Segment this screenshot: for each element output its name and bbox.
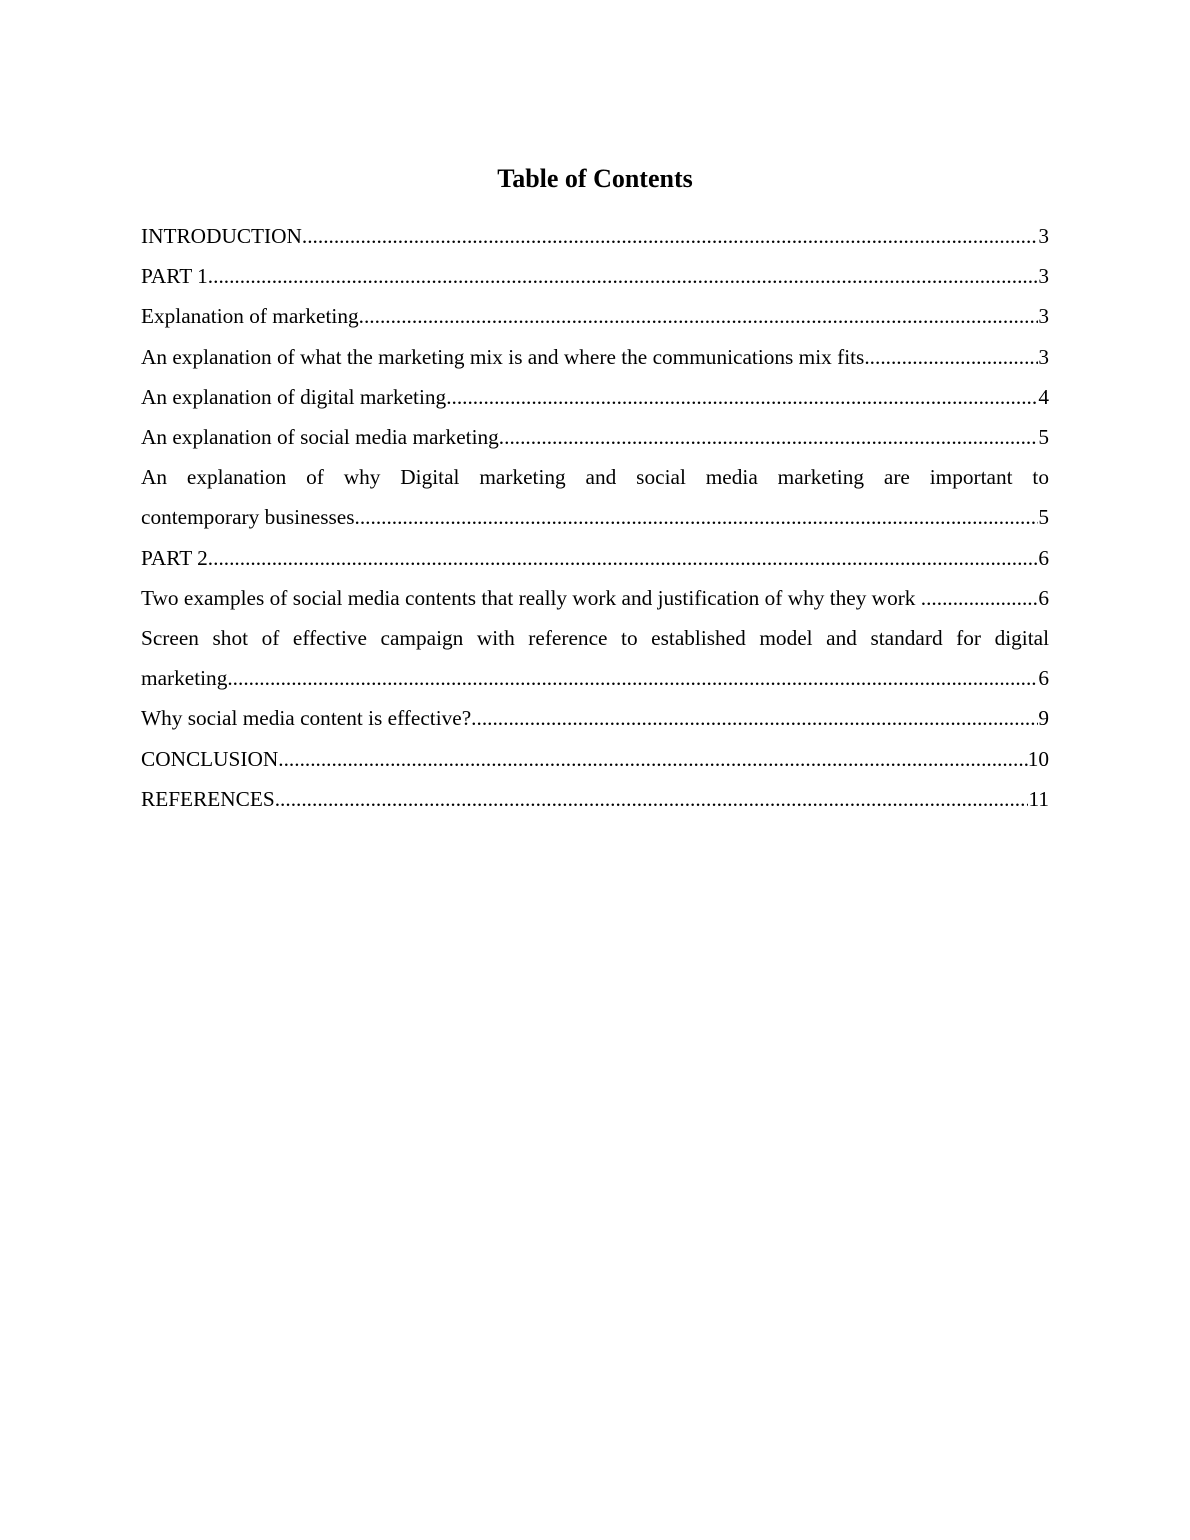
toc-entry-page: 3 xyxy=(1038,304,1049,329)
toc-entry-text: PART 2 xyxy=(141,545,208,570)
toc-entry-page: 6 xyxy=(1038,585,1049,610)
toc-entry-digital-marketing[interactable] xyxy=(141,377,1049,417)
toc-entry-text: An explanation of digital marketing xyxy=(141,384,447,409)
dot-leader xyxy=(208,256,1039,296)
toc-entry-page: 3 xyxy=(1038,224,1049,248)
toc-entry-two-examples[interactable] xyxy=(141,578,1049,618)
toc-entry-page: 6 xyxy=(1038,545,1049,570)
toc-entry-text-line-1: Screen shot of effective campaign with reference to established model and standard for digital xyxy=(141,626,1049,651)
toc-entry-page: 4 xyxy=(1038,384,1049,409)
toc-entry-page: 5 xyxy=(1038,425,1049,450)
toc-entry-text-line-2: contemporary businesses xyxy=(141,505,355,530)
toc-entry-marketing-mix[interactable] xyxy=(141,337,1049,377)
toc-title: Table of Contents xyxy=(497,164,693,193)
toc-entry-introduction[interactable] xyxy=(141,216,1049,256)
dot-leader xyxy=(208,538,1039,578)
toc-entry-text: PART 1 xyxy=(141,264,208,289)
toc-entry-text-line-2: marketing xyxy=(141,666,228,691)
toc-entry-text: Why social media content is effective? xyxy=(141,706,472,731)
dot-leader xyxy=(499,417,1039,457)
dot-leader xyxy=(275,779,1029,819)
toc-entry-page: 6 xyxy=(1038,666,1049,691)
dot-leader xyxy=(921,578,1039,618)
dot-leader xyxy=(446,377,1038,417)
toc-entry-part-2[interactable] xyxy=(141,538,1049,578)
toc-entry-page: 5 xyxy=(1038,505,1049,530)
dot-leader xyxy=(359,296,1039,336)
toc-entry-conclusion[interactable] xyxy=(141,739,1049,779)
toc-entry-text: INTRODUCTION xyxy=(141,224,302,248)
toc-entry-importance-to-businesses[interactable] xyxy=(141,457,1049,537)
toc-entry-part-1[interactable] xyxy=(141,256,1049,296)
dot-leader xyxy=(302,216,1038,256)
toc-entry-text: Two examples of social media contents that really work and justification of why they work xyxy=(141,585,921,610)
toc-entry-page: 10 xyxy=(1027,746,1049,771)
toc-entry-page: 11 xyxy=(1028,786,1049,811)
toc-entry-page: 3 xyxy=(1038,344,1049,369)
toc-entry-text: Explanation of marketing xyxy=(141,304,359,329)
dot-leader xyxy=(471,698,1038,738)
dot-leader xyxy=(864,337,1038,377)
toc-entry-text: An explanation of social media marketing xyxy=(141,425,499,450)
toc-entry-page: 9 xyxy=(1038,706,1049,731)
toc-entry-references[interactable] xyxy=(141,779,1049,819)
toc-entry-text: CONCLUSION xyxy=(141,746,279,771)
toc-entry-social-media-marketing[interactable] xyxy=(141,417,1049,457)
dot-leader xyxy=(355,497,1039,537)
toc-entry-explanation-of-marketing[interactable] xyxy=(141,296,1049,336)
toc-entry-screen-shot-campaign[interactable] xyxy=(141,618,1049,698)
toc-entry-text: REFERENCES xyxy=(141,786,275,811)
toc-entry-text: An explanation of what the marketing mix is and where the communications mix fits xyxy=(141,344,865,369)
toc-entry-text-line-1: An explanation of why Digital marketing and social media marketing are important to xyxy=(141,465,1049,490)
dot-leader xyxy=(278,739,1027,779)
toc-entry-why-effective[interactable] xyxy=(141,698,1049,738)
toc-entry-page: 3 xyxy=(1038,264,1049,289)
dot-leader xyxy=(227,658,1038,698)
toc-list xyxy=(141,216,1049,819)
